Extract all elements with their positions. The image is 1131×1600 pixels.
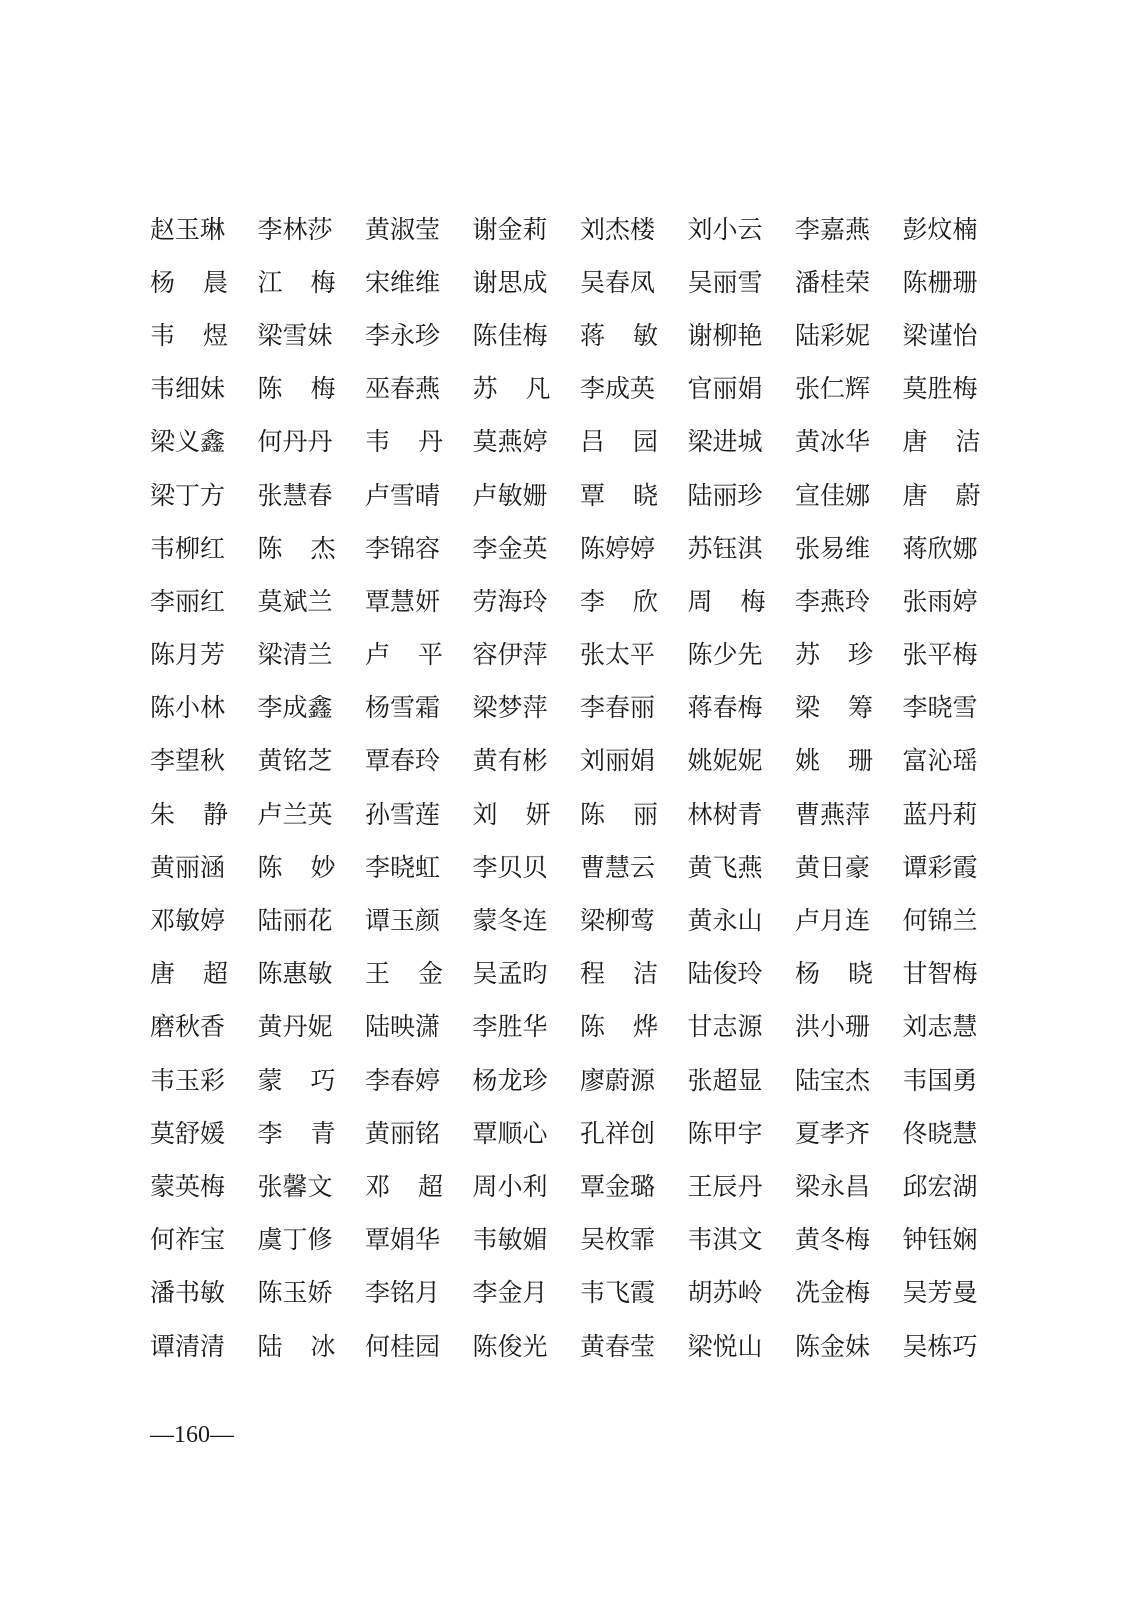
name-cell: 刘小云 [687, 214, 763, 244]
name-cell: 谢金莉 [472, 214, 548, 244]
name-cell: 吴芳曼 [902, 1278, 978, 1308]
name-cell: 王辰丹 [687, 1171, 763, 1201]
name-char: 煜 [202, 320, 228, 350]
name-cell: 周小利 [472, 1171, 548, 1201]
name-cell: 宋维维 [365, 267, 441, 297]
name-cell: 张慧春 [257, 480, 333, 510]
name-row [150, 363, 980, 416]
name-cell: 黄日豪 [795, 852, 871, 882]
name-char: 王 [365, 959, 391, 989]
name-cell [580, 321, 658, 351]
name-cell: 卢雪晴 [365, 480, 441, 510]
name-cell [258, 1332, 336, 1362]
name-cell [365, 959, 443, 989]
name-char: 凡 [525, 374, 551, 404]
name-cell: 巫春燕 [365, 374, 441, 404]
name-char: 陈 [257, 852, 283, 882]
name-char: 青 [310, 1118, 336, 1148]
name-char: 程 [580, 959, 606, 989]
name-char: 唐 [902, 480, 928, 510]
name-cell: 梁雪妹 [257, 320, 333, 350]
name-cell: 莫胜梅 [902, 374, 978, 404]
name-cell: 杨龙珍 [472, 1065, 548, 1095]
name-char: 晓 [847, 959, 873, 989]
name-cell [258, 853, 336, 883]
name-char: 静 [202, 799, 228, 829]
name-cell: 何桂园 [365, 1331, 441, 1361]
page-number: —160— [150, 1422, 234, 1448]
name-cell: 覃娟华 [365, 1225, 441, 1255]
name-cell: 韦柳红 [150, 533, 226, 563]
name-char: 蒋 [580, 320, 606, 350]
name-cell: 蒋欣娜 [902, 533, 978, 563]
name-cell: 李胜华 [472, 1012, 548, 1042]
name-cell: 谢柳艳 [687, 320, 763, 350]
name-char: 梅 [740, 586, 766, 616]
name-cell: 李铭月 [365, 1278, 441, 1308]
name-cell [580, 427, 658, 457]
name-cell: 吴春凤 [580, 267, 656, 297]
name-cell: 陈俊光 [472, 1331, 548, 1361]
name-cell: 何锦兰 [902, 906, 978, 936]
name-cell: 官丽娟 [687, 374, 763, 404]
name-char: 筹 [847, 693, 873, 723]
name-char: 覃 [580, 480, 606, 510]
name-cell: 谭清清 [150, 1331, 226, 1361]
name-cell [580, 959, 658, 989]
name-cell: 甘志源 [687, 1012, 763, 1042]
name-char: 平 [417, 640, 443, 670]
name-cell: 李成英 [580, 374, 656, 404]
name-cell: 陈婷婷 [580, 533, 656, 563]
name-row [150, 735, 980, 788]
name-row [150, 894, 980, 947]
name-row [150, 1214, 980, 1267]
name-char: 丽 [632, 799, 658, 829]
name-cell: 韦玉彩 [150, 1065, 226, 1095]
name-cell: 甘智梅 [902, 959, 978, 989]
name-cell [258, 268, 336, 298]
name-cell: 张易维 [795, 533, 871, 563]
name-cell: 梁清兰 [257, 640, 333, 670]
name-cell [688, 587, 766, 617]
name-char: 邓 [365, 1171, 391, 1201]
name-cell: 杨雪霜 [365, 693, 441, 723]
name-cell: 赵玉琳 [150, 214, 226, 244]
name-char: 洁 [955, 427, 981, 457]
name-char: 欣 [632, 586, 658, 616]
name-cell: 陈栅珊 [902, 267, 978, 297]
name-cell: 陆映潇 [365, 1012, 441, 1042]
name-cell: 陈小林 [150, 693, 226, 723]
name-cell: 洪小珊 [795, 1012, 871, 1042]
name-cell: 覃顺心 [472, 1118, 548, 1148]
name-cell: 孙雪莲 [365, 799, 441, 829]
name-row [150, 682, 980, 735]
name-cell: 宣佳娜 [795, 480, 871, 510]
name-row [150, 575, 980, 628]
name-cell: 劳海玲 [472, 586, 548, 616]
name-cell: 黄丹妮 [257, 1012, 333, 1042]
name-cell: 夏孝齐 [795, 1118, 871, 1148]
name-cell: 吴丽雪 [687, 267, 763, 297]
name-char: 陈 [257, 374, 283, 404]
name-cell: 张雨婷 [902, 586, 978, 616]
name-cell [580, 800, 658, 830]
name-char: 江 [257, 267, 283, 297]
name-cell: 陈甲宇 [687, 1118, 763, 1148]
name-cell: 张仁辉 [795, 374, 871, 404]
name-char: 超 [417, 1171, 443, 1201]
name-char: 李 [580, 586, 606, 616]
name-cell: 陆俊玲 [687, 959, 763, 989]
name-cell: 刘志慧 [902, 1012, 978, 1042]
name-row [150, 1160, 980, 1213]
name-cell: 吴孟昀 [472, 959, 548, 989]
name-cell: 苏钰淇 [687, 533, 763, 563]
name-cell: 卢月连 [795, 906, 871, 936]
name-cell: 蒋春梅 [687, 693, 763, 723]
name-cell: 曹燕萍 [795, 799, 871, 829]
name-row [150, 203, 980, 256]
name-cell: 潘书敏 [150, 1278, 226, 1308]
name-cell: 虞丁修 [257, 1225, 333, 1255]
name-cell: 刘杰楼 [580, 214, 656, 244]
name-char: 梅 [310, 267, 336, 297]
name-cell: 张超显 [687, 1065, 763, 1095]
name-cell: 李成鑫 [257, 693, 333, 723]
name-row [150, 1107, 980, 1160]
name-cell [150, 321, 228, 351]
name-char: 洁 [632, 959, 658, 989]
name-cell: 黄铭芝 [257, 746, 333, 776]
name-cell: 富沁瑶 [902, 746, 978, 776]
name-cell: 梁梦萍 [472, 693, 548, 723]
name-cell: 邱宏湖 [902, 1171, 978, 1201]
name-cell: 廖蔚源 [580, 1065, 656, 1095]
name-cell: 卢兰英 [257, 799, 333, 829]
name-cell [473, 374, 551, 404]
name-char: 李 [257, 1118, 283, 1148]
name-cell: 陈月芳 [150, 640, 226, 670]
name-cell: 李金月 [472, 1278, 548, 1308]
name-cell: 刘丽娟 [580, 746, 656, 776]
name-cell: 李贝贝 [472, 852, 548, 882]
name-cell: 曹慧云 [580, 852, 656, 882]
name-cell [150, 959, 228, 989]
name-cell: 李嘉燕 [795, 214, 871, 244]
name-row [150, 1267, 980, 1320]
name-row [150, 469, 980, 522]
name-cell: 谭彩霞 [902, 852, 978, 882]
name-char: 梅 [310, 374, 336, 404]
name-char: 周 [687, 586, 713, 616]
name-cell [580, 1012, 658, 1042]
name-list [150, 203, 980, 1373]
name-char: 陆 [257, 1331, 283, 1361]
name-cell: 钟钰娴 [902, 1225, 978, 1255]
name-cell: 张馨文 [257, 1171, 333, 1201]
name-cell [795, 640, 873, 670]
name-cell: 陈金妹 [795, 1331, 871, 1361]
name-cell: 黄永山 [687, 906, 763, 936]
name-cell: 吴栋巧 [902, 1331, 978, 1361]
name-char: 梁 [795, 693, 821, 723]
name-cell: 李晓虹 [365, 852, 441, 882]
name-cell: 李燕玲 [795, 586, 871, 616]
name-cell: 韦细妹 [150, 374, 226, 404]
name-cell: 梁进城 [687, 427, 763, 457]
name-cell: 黄淑莹 [365, 214, 441, 244]
name-cell: 黄丽涵 [150, 852, 226, 882]
name-char: 吕 [580, 427, 606, 457]
name-cell: 李望秋 [150, 746, 226, 776]
name-char: 陈 [580, 1012, 606, 1042]
name-char: 朱 [150, 799, 176, 829]
name-cell: 韦敏媚 [472, 1225, 548, 1255]
name-cell: 黄丽铭 [365, 1118, 441, 1148]
name-cell: 梁谨怡 [902, 320, 978, 350]
name-char: 卢 [365, 640, 391, 670]
name-cell: 莫斌兰 [257, 586, 333, 616]
name-char: 珊 [847, 746, 873, 776]
name-cell [258, 534, 336, 564]
name-cell: 李金英 [472, 533, 548, 563]
name-cell: 张平梅 [902, 640, 978, 670]
name-cell: 林树青 [687, 799, 763, 829]
name-char: 苏 [795, 640, 821, 670]
name-cell: 梁义鑫 [150, 427, 226, 457]
name-cell: 潘桂荣 [795, 267, 871, 297]
name-cell [258, 1066, 336, 1096]
name-cell [903, 427, 981, 457]
name-char: 冰 [310, 1331, 336, 1361]
name-cell [795, 959, 873, 989]
name-char: 超 [202, 959, 228, 989]
name-cell: 黄冰华 [795, 427, 871, 457]
name-cell: 谢思成 [472, 267, 548, 297]
name-cell: 陈玉娇 [257, 1278, 333, 1308]
name-cell: 蓝丹莉 [902, 799, 978, 829]
name-char: 珍 [847, 640, 873, 670]
name-cell: 梁丁方 [150, 480, 226, 510]
name-cell: 陈惠敏 [257, 959, 333, 989]
name-cell: 彭炆楠 [902, 214, 978, 244]
name-cell [580, 587, 658, 617]
name-char: 姚 [795, 746, 821, 776]
name-char: 唐 [902, 427, 928, 457]
name-cell [150, 800, 228, 830]
name-cell: 卢敏姗 [472, 480, 548, 510]
name-cell: 邓敏婷 [150, 906, 226, 936]
name-cell: 陆丽珍 [687, 480, 763, 510]
name-char: 陈 [257, 533, 283, 563]
name-char: 韦 [365, 427, 391, 457]
name-char: 巧 [310, 1065, 336, 1095]
name-char: 妍 [525, 799, 551, 829]
name-cell [258, 1119, 336, 1149]
name-cell [258, 374, 336, 404]
name-char: 唐 [150, 959, 176, 989]
name-cell: 黄有彬 [472, 746, 548, 776]
name-char: 蔚 [955, 480, 981, 510]
name-cell: 李林莎 [257, 214, 333, 244]
name-row [150, 948, 980, 1001]
name-cell [473, 800, 551, 830]
name-cell [795, 693, 873, 723]
name-cell: 韦飞霞 [580, 1278, 656, 1308]
name-cell: 孔祥创 [580, 1118, 656, 1148]
name-row [150, 522, 980, 575]
name-cell: 覃慧妍 [365, 586, 441, 616]
name-cell: 张太平 [580, 640, 656, 670]
name-cell: 李晓雪 [902, 693, 978, 723]
name-cell: 韦淇文 [687, 1225, 763, 1255]
name-cell: 吴枚霏 [580, 1225, 656, 1255]
name-cell: 陈少先 [687, 640, 763, 670]
name-row [150, 416, 980, 469]
name-cell [580, 481, 658, 511]
name-char: 晨 [202, 267, 228, 297]
name-char: 苏 [472, 374, 498, 404]
name-cell: 何祚宝 [150, 1225, 226, 1255]
name-cell: 陆丽花 [257, 906, 333, 936]
name-cell: 黄春莹 [580, 1331, 656, 1361]
name-char: 妙 [310, 852, 336, 882]
name-cell: 李锦容 [365, 533, 441, 563]
name-cell: 覃金璐 [580, 1171, 656, 1201]
name-cell: 梁永昌 [795, 1171, 871, 1201]
name-cell: 陆彩妮 [795, 320, 871, 350]
name-row [150, 788, 980, 841]
name-cell [365, 1172, 443, 1202]
name-cell: 莫舒媛 [150, 1118, 226, 1148]
name-cell: 李春婷 [365, 1065, 441, 1095]
name-cell: 磨秋香 [150, 1012, 226, 1042]
name-cell: 陆宝杰 [795, 1065, 871, 1095]
name-cell: 何丹丹 [257, 427, 333, 457]
name-char: 晓 [632, 480, 658, 510]
name-cell: 李春丽 [580, 693, 656, 723]
name-row [150, 256, 980, 309]
name-cell: 佟晓慧 [902, 1118, 978, 1148]
name-cell: 梁柳莺 [580, 906, 656, 936]
name-char: 杨 [795, 959, 821, 989]
name-char: 园 [632, 427, 658, 457]
name-char: 陈 [580, 799, 606, 829]
name-cell: 蒙冬连 [472, 906, 548, 936]
name-cell [365, 427, 443, 457]
name-cell [365, 640, 443, 670]
name-char: 杨 [150, 267, 176, 297]
name-row [150, 1054, 980, 1107]
name-row [150, 309, 980, 362]
name-cell: 莫燕婷 [472, 427, 548, 457]
name-cell: 黄飞燕 [687, 852, 763, 882]
name-cell: 姚妮妮 [687, 746, 763, 776]
name-cell: 覃春玲 [365, 746, 441, 776]
name-cell [903, 481, 981, 511]
name-cell: 冼金梅 [795, 1278, 871, 1308]
name-char: 烨 [632, 1012, 658, 1042]
name-row [150, 629, 980, 682]
name-cell: 胡苏岭 [687, 1278, 763, 1308]
name-char: 金 [417, 959, 443, 989]
name-cell: 李丽红 [150, 586, 226, 616]
name-char: 杰 [310, 533, 336, 563]
name-char: 蒙 [257, 1065, 283, 1095]
name-cell: 陈佳梅 [472, 320, 548, 350]
name-cell: 梁悦山 [687, 1331, 763, 1361]
name-cell: 韦国勇 [902, 1065, 978, 1095]
name-cell: 谭玉颜 [365, 906, 441, 936]
name-cell: 李永珍 [365, 320, 441, 350]
name-cell: 蒙英梅 [150, 1171, 226, 1201]
name-row [150, 1001, 980, 1054]
name-cell: 容伊萍 [472, 640, 548, 670]
name-row [150, 1320, 980, 1373]
name-char: 丹 [417, 427, 443, 457]
name-cell [150, 268, 228, 298]
name-char: 敏 [632, 320, 658, 350]
name-cell [795, 746, 873, 776]
name-cell: 黄冬梅 [795, 1225, 871, 1255]
name-char: 韦 [150, 320, 176, 350]
name-row [150, 841, 980, 894]
name-char: 刘 [472, 799, 498, 829]
